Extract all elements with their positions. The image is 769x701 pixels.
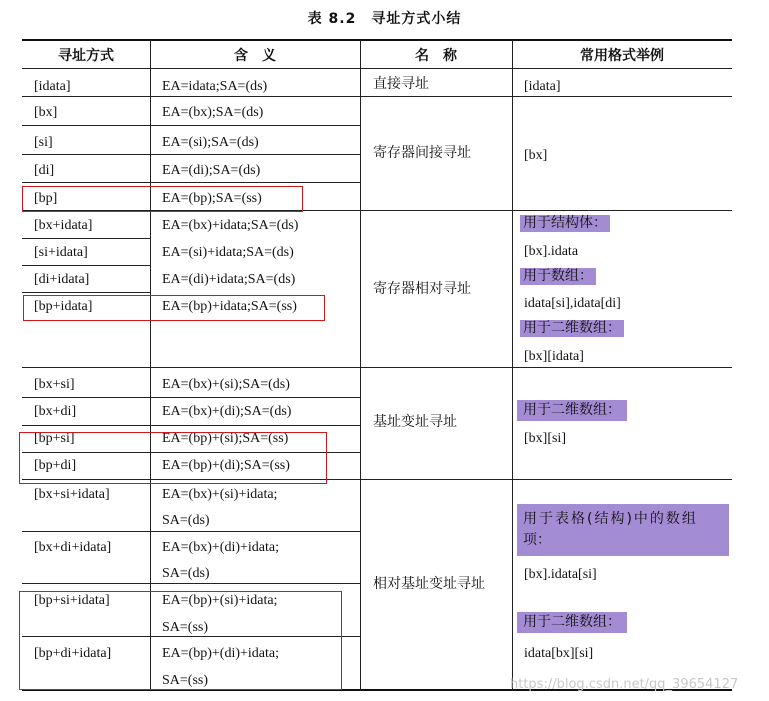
name-cell: 基址变址寻址: [373, 414, 457, 430]
example-cell: [bx][si]: [524, 431, 566, 446]
meaning-cell: EA=(bx)+(di);SA=(ds): [162, 404, 292, 419]
example-cell: [bx]: [524, 148, 548, 163]
annotation-box-bp: [22, 186, 303, 212]
table-top-rule: [22, 39, 732, 41]
meaning-cell: SA=(ds): [162, 566, 210, 581]
mode-cell: [bp+di+idata]: [34, 646, 112, 661]
row-rule: [22, 238, 150, 239]
mode-cell: [bp+idata]: [34, 299, 93, 314]
meaning-cell: EA=(di);SA=(ds): [162, 163, 261, 178]
meaning-cell: EA=(bp);SA=(ss): [162, 191, 262, 206]
meaning-cell: EA=idata;SA=(ds): [162, 79, 268, 94]
example-cell: [bx].idata[si]: [524, 567, 597, 582]
row-rule: [22, 182, 360, 183]
mode-cell: [bx+si]: [34, 377, 75, 392]
name-cell: 直接寻址: [373, 76, 429, 92]
mode-cell: [bx+di]: [34, 404, 77, 419]
highlighted-note: 项：: [517, 530, 729, 556]
row-rule: [22, 96, 732, 97]
meaning-cell: EA=(si);SA=(ds): [162, 135, 259, 150]
mode-cell: [di]: [34, 163, 55, 178]
mode-cell: [bx]: [34, 105, 58, 120]
meaning-cell: EA=(bx)+(di)+idata;: [162, 540, 279, 555]
mode-cell: [bx+si+idata]: [34, 487, 110, 502]
header-bottom-rule: [22, 68, 732, 69]
meaning-cell: EA=(bx);SA=(ds): [162, 105, 264, 120]
header-meaning: 含 义: [234, 48, 276, 64]
meaning-cell: SA=(ss): [162, 673, 209, 688]
meaning-cell: EA=(bp)+(si)+idata;: [162, 593, 278, 608]
mode-cell: [bp+si+idata]: [34, 593, 110, 608]
highlighted-note: 用于二维数组：: [517, 400, 627, 421]
header-example: 常用格式举例: [580, 48, 664, 64]
row-rule: [22, 397, 360, 398]
meaning-cell: EA=(bp)+(di);SA=(ss): [162, 458, 290, 473]
row-rule: [22, 265, 150, 266]
name-cell: 相对基址变址寻址: [373, 576, 485, 592]
meaning-cell: SA=(ds): [162, 513, 210, 528]
mode-cell: [bx+di+idata]: [34, 540, 112, 555]
header-mode: 寻址方式: [58, 48, 114, 64]
example-cell: [bx][idata]: [524, 349, 584, 364]
highlighted-note: 用于结构体：: [520, 215, 610, 232]
meaning-cell: EA=(bp)+(si);SA=(ss): [162, 431, 289, 446]
meaning-cell: EA=(bp)+idata;SA=(ss): [162, 299, 297, 314]
highlighted-note: 用于表格(结构)中的数组: [517, 504, 729, 530]
table-caption: 表 8.2 寻址方式小结: [307, 11, 462, 27]
meaning-cell: SA=(ss): [162, 620, 209, 635]
meaning-cell: EA=(si)+idata;SA=(ds): [162, 245, 294, 260]
meaning-cell: EA=(bx)+(si);SA=(ds): [162, 377, 290, 392]
watermark: https://blog.csdn.net/qq_39654127: [510, 677, 739, 692]
row-rule: [22, 531, 360, 532]
row-rule: [22, 425, 360, 426]
mode-cell: [si]: [34, 135, 53, 150]
row-rule: [22, 292, 150, 293]
annotation-box-bp-idata-based: [19, 591, 342, 690]
mode-cell: [di+idata]: [34, 272, 90, 287]
meaning-cell: EA=(bx)+idata;SA=(ds): [162, 218, 299, 233]
column-rule: [360, 40, 361, 690]
row-rule: [22, 367, 732, 368]
name-cell: 寄存器间接寻址: [373, 145, 471, 161]
mode-cell: [bp]: [34, 191, 58, 206]
annotation-box-bp-si-di: [19, 432, 327, 484]
header-name: 名 称: [415, 48, 457, 64]
meaning-cell: EA=(bp)+(di)+idata;: [162, 646, 279, 661]
example-cell: [bx].idata: [524, 244, 579, 259]
example-cell: [idata]: [524, 79, 561, 94]
row-rule: [22, 583, 360, 584]
highlighted-note: 用于数组：: [520, 268, 596, 285]
column-rule: [512, 40, 513, 690]
row-rule: [22, 154, 360, 155]
mode-cell: [idata]: [34, 79, 71, 94]
mode-cell: [bp+di]: [34, 458, 77, 473]
mode-cell: [bx+idata]: [34, 218, 93, 233]
meaning-cell: EA=(di)+idata;SA=(ds): [162, 272, 296, 287]
mode-cell: [bp+si]: [34, 431, 75, 446]
example-cell: idata[bx][si]: [524, 646, 594, 661]
row-rule: [22, 125, 360, 126]
meaning-cell: EA=(bx)+(si)+idata;: [162, 487, 278, 502]
highlighted-note: 用于二维数组：: [520, 320, 624, 337]
annotation-box-bp-idata: [23, 295, 325, 321]
highlighted-note: 用于二维数组：: [517, 612, 627, 633]
name-cell: 寄存器相对寻址: [373, 281, 471, 297]
example-cell: idata[si],idata[di]: [524, 296, 621, 311]
mode-cell: [si+idata]: [34, 245, 88, 260]
